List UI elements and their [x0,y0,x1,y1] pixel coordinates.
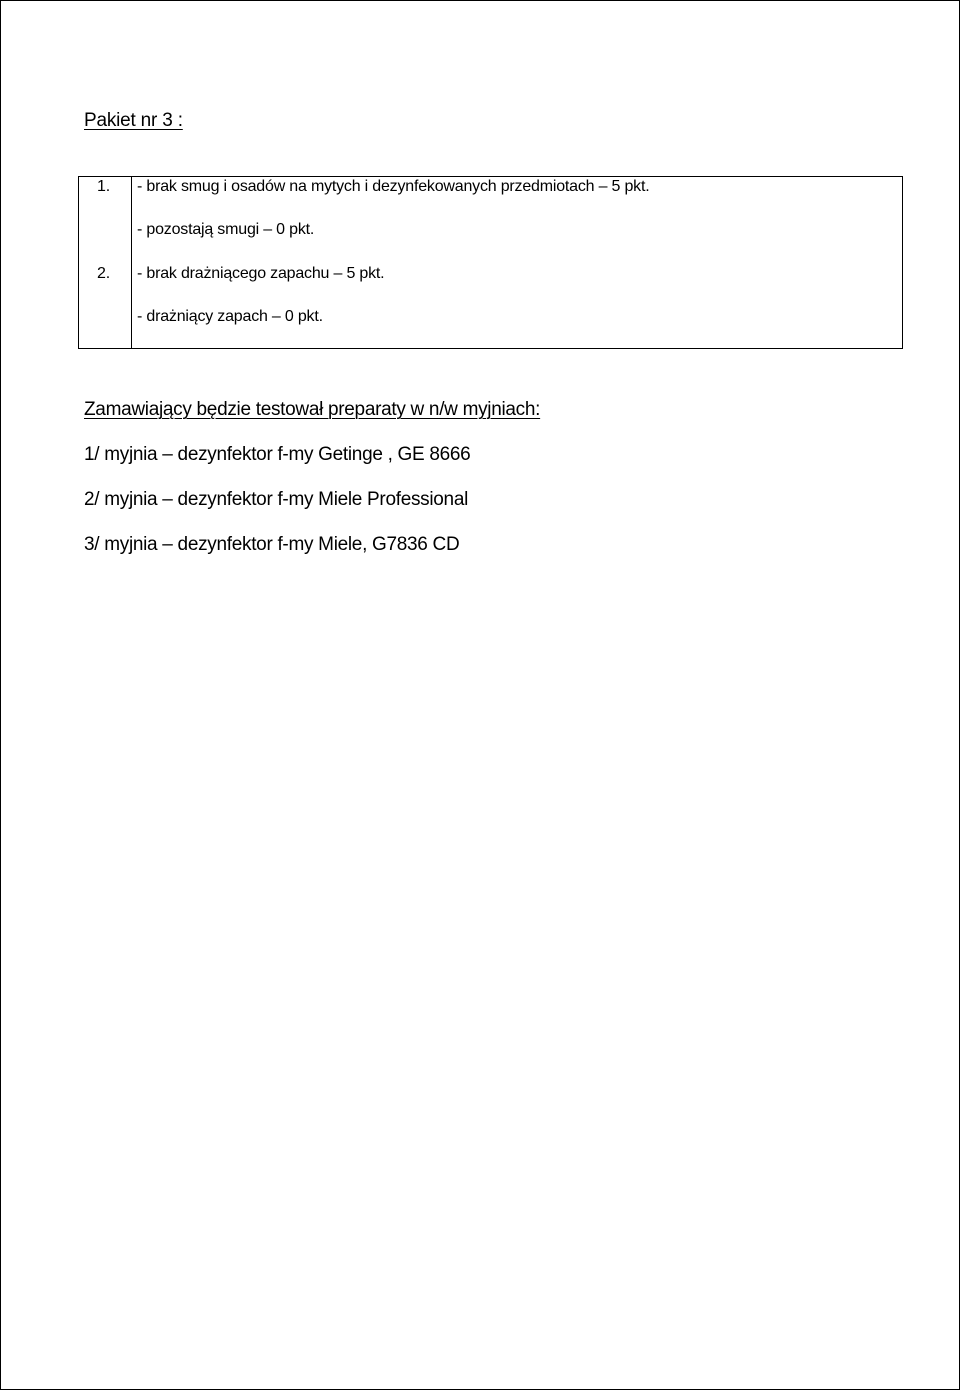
criterion-number-1: 1. [97,178,110,195]
section-title: Zamawiający będzie testował preparaty w n/w myjniach: [84,399,541,420]
criteria-table [78,176,903,349]
machine-item-1: 1/ myjnia – dezynfektor f-my Getinge , GE 8666 [84,444,471,465]
criterion-number-2: 2. [97,265,110,282]
machine-item-2: 2/ myjnia – dezynfektor f-my Miele Professional [84,489,469,510]
table-column-divider [131,177,132,348]
criterion-2-line-1: - brak drażniącego zapachu – 5 pkt. [137,265,385,282]
criterion-1-line-1: - brak smug i osadów na mytych i dezynfekowanych przedmiotach – 5 pkt. [137,178,650,195]
criterion-1-line-2: - pozostają smugi – 0 pkt. [137,221,315,238]
criterion-2-line-2: - drażniący zapach – 0 pkt. [137,308,323,325]
machine-item-3: 3/ myjnia – dezynfektor f-my Miele, G7836 CD [84,534,460,555]
package-heading: Pakiet nr 3 : [84,110,183,131]
